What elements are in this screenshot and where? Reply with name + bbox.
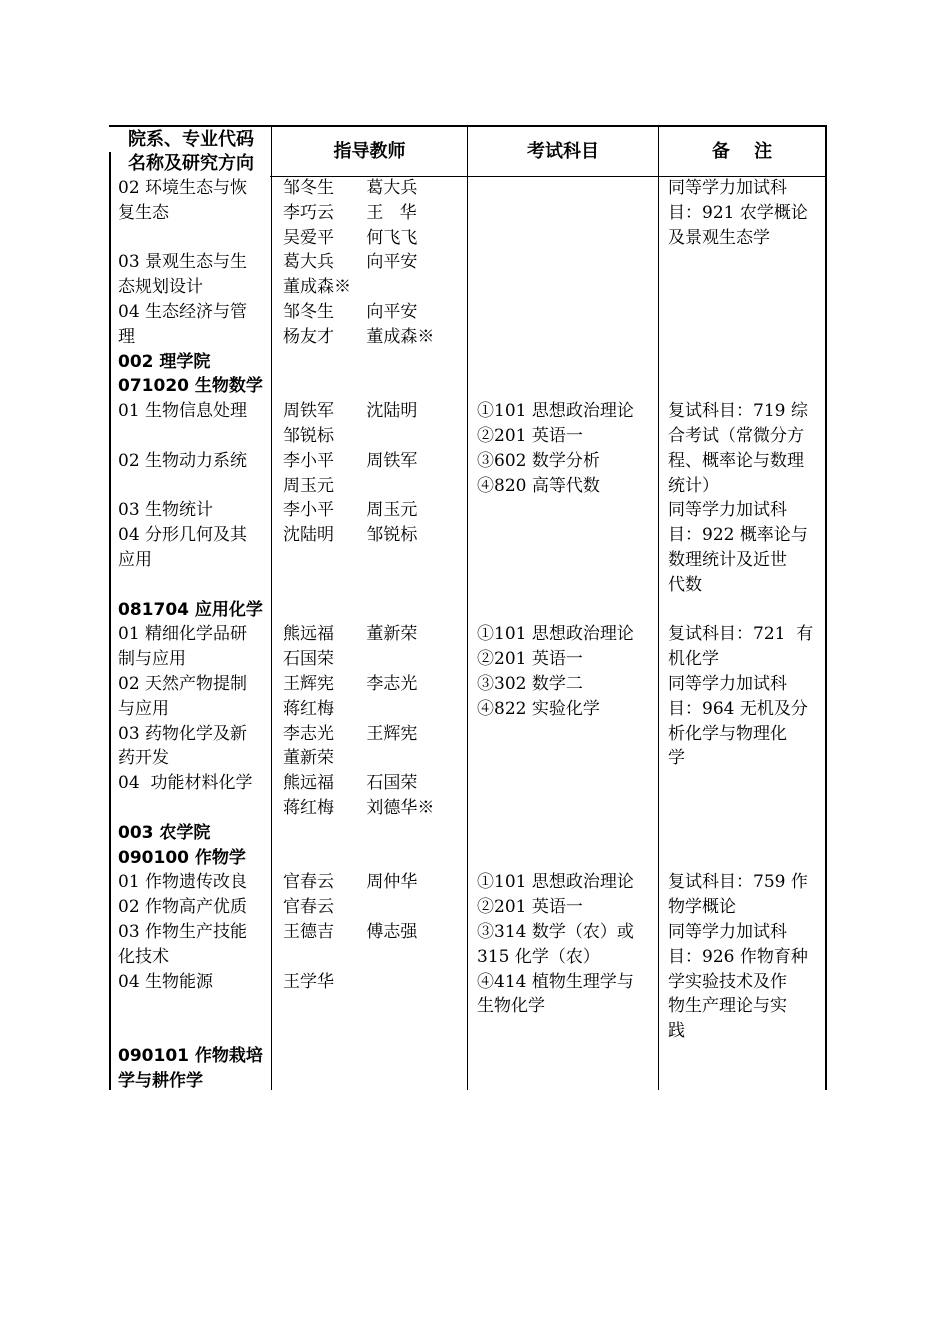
program-line: 081704 应用化学 [118,599,263,620]
column-program [118,176,263,1093]
remark-line: 数理统计及近世 [668,549,787,570]
remark-line [668,325,813,350]
advisor-line: 邹冬生 葛大兵 [283,178,418,198]
program-line: 02 生物动力系统 [118,450,248,471]
exam-subject-line [477,498,634,523]
advisor-line [283,598,434,623]
exam-subject-line [477,350,634,375]
remark-line: 学 [668,748,685,769]
advisor-line: 周铁军 沈陆明 [283,401,418,422]
exam-subject-line [477,846,634,871]
header-col1 [112,128,270,176]
remark-line [668,350,813,375]
program-line: 03 药物化学及新 [118,723,248,744]
remark-line [668,275,813,300]
program-line: 02 环境生态与恢 [118,178,248,198]
advisor-line: 王学华 [283,971,334,992]
advisor-line [283,846,434,871]
column-advisors [283,176,434,994]
exam-subject-line: ②201 英语一 [477,897,583,918]
advisor-line: 官春云 周仲华 [283,872,418,893]
program-line: 理 [118,326,135,347]
remark-line: 同等学力加试科 [668,921,787,942]
advisor-line: 蒋红梅 刘德华※ [283,797,435,818]
program-line: 04 功能材料化学 [118,773,253,794]
exam-subject-line [477,374,634,399]
exam-subject-line [477,523,634,548]
advisor-line [283,573,434,598]
remark-line: 析化学与物理化 [668,723,787,744]
program-line: 03 作物生产技能 [118,921,248,942]
advisor-line: 官春云 [283,897,334,918]
exam-subject-line [477,746,634,771]
remark-line: 机化学 [668,649,719,670]
program-line: 01 精细化学品研 [118,624,248,645]
exam-subject-line: ①101 思想政治理论 [477,624,634,645]
exam-subject-line: 生物化学 [477,996,545,1017]
advisor-line [283,350,434,375]
remark-line: 同等学力加试科 [668,178,787,198]
program-line: 复生态 [118,202,169,223]
exam-subject-line [477,573,634,598]
program-line: 与应用 [118,698,169,719]
advisor-line: 石国荣 [283,649,334,670]
exam-subject-line: ③302 数学二 [477,673,583,694]
advisor-line: 李小平 周铁军 [283,450,418,471]
advisor-line: 邹冬生 向平安 [283,301,418,322]
header-col3: 考试科目 [527,141,599,162]
program-line: 090100 作物学 [118,847,246,868]
table-top-border [109,125,827,127]
program-line: 药开发 [118,748,169,769]
remark-line: 合考试（常微分方 [668,425,804,446]
remark-line [668,300,813,325]
remark-line: 目：921 农学概论 [668,202,808,223]
remark-line [668,796,813,821]
table-right-border [825,125,827,1090]
program-line: 04 分形几何及其 [118,525,248,546]
exam-subject-line [477,300,634,325]
advisor-line: 王辉宪 李志光 [283,673,418,694]
exam-subject-line [477,598,634,623]
exam-subject-line [477,548,634,573]
remark-line: 复试科目：759 作 [668,872,808,893]
program-line [118,796,263,821]
exam-subject-line [477,250,634,275]
advisor-line: 邹锐标 [283,425,334,446]
advisor-line: 杨友才 董成森※ [283,326,435,347]
exam-subject-line: ①101 思想政治理论 [477,872,634,893]
program-line: 03 生物统计 [118,500,214,521]
remark-line: 代数 [668,574,702,595]
advisor-line: 沈陆明 邹锐标 [283,525,418,546]
advisor-line [283,548,434,573]
program-line: 090101 作物栽培 [118,1045,263,1066]
advisor-line: 李小平 周玉元 [283,500,418,521]
advisor-line [283,821,434,846]
column-remarks [668,176,813,1044]
remark-line: 践 [668,1021,685,1042]
remark-line [668,598,813,623]
remark-line [668,821,813,846]
program-line: 02 天然产物提制 [118,673,248,694]
program-line: 071020 生物数学 [118,376,263,397]
remark-line [668,250,813,275]
exam-subject-line [477,325,634,350]
exam-subject-line: ④822 实验化学 [477,698,600,719]
remark-line [668,846,813,871]
exam-subject-line: ②201 英语一 [477,425,583,446]
program-line: 02 作物高产优质 [118,897,248,918]
column-divider-2 [467,126,468,1090]
advisor-line: 董成森※ [283,277,351,298]
program-line: 01 生物信息处理 [118,401,248,422]
program-line: 学与耕作学 [118,1070,203,1091]
program-line: 002 理学院 [118,351,211,372]
program-line [118,994,263,1019]
header-col4: 备 注 [711,141,773,162]
advisor-line: 王德吉 傅志强 [283,921,418,942]
program-line: 制与应用 [118,649,186,670]
exam-subject-line: ③602 数学分析 [477,450,600,471]
program-line [118,1019,263,1044]
program-line: 化技术 [118,946,169,967]
remark-line: 目：922 概率论与 [668,525,808,546]
program-line: 态规划设计 [118,277,203,298]
advisor-line: 李志光 王辉宪 [283,723,418,744]
exam-subject-line: 315 化学（农） [477,946,600,967]
remark-line: 目：926 作物育种 [668,946,808,967]
remark-line: 程、概率论与数理 [668,450,804,471]
exam-subject-line [477,821,634,846]
advisor-line: 董新荣 [283,748,334,769]
header-col2: 指导教师 [333,141,406,162]
exam-subject-line: ④414 植物生理学与 [477,971,634,992]
program-line [118,573,263,598]
remark-line: 同等学力加试科 [668,500,787,521]
program-line: 04 生态经济与管 [118,301,248,322]
exam-subject-line [477,176,634,201]
program-line: 03 景观生态与生 [118,252,248,273]
exam-subject-line [477,201,634,226]
remark-line: 复试科目：721 有 [668,624,814,645]
remark-line: 目：964 无机及分 [668,698,808,719]
advisor-line: 蒋红梅 [283,698,334,719]
advisor-line: 吴爱平 何飞飞 [283,227,418,248]
advisor-line [283,945,434,970]
program-line: 应用 [118,549,152,570]
remark-line: 复试科目：719 综 [668,401,808,422]
program-line: 04 生物能源 [118,971,214,992]
advisor-line [283,374,434,399]
program-line [118,474,263,499]
program-line [118,424,263,449]
program-line: 01 作物遗传改良 [118,872,248,893]
remark-line: 同等学力加试科 [668,673,787,694]
column-exam-subjects [477,176,634,1019]
advisor-line: 熊远福 董新荣 [283,624,418,645]
remark-line: 物生产理论与实 [668,996,787,1017]
remark-line [668,771,813,796]
column-divider-3 [658,126,659,1090]
advisor-line: 周玉元 [283,475,334,496]
remark-line: 物学概论 [668,897,736,918]
remark-line [668,374,813,399]
exam-subject-line [477,771,634,796]
remark-line: 统计） [668,475,719,496]
exam-subject-line [477,722,634,747]
header-col1-line2: 名称及研究方向 [128,153,254,174]
column-divider-1 [271,126,272,1090]
remark-line: 及景观生态学 [668,227,770,248]
program-line [118,226,263,251]
exam-subject-line: ②201 英语一 [477,649,583,670]
exam-subject-line [477,796,634,821]
exam-subject-line [477,226,634,251]
exam-subject-line: ④820 高等代数 [477,475,600,496]
exam-subject-line: ①101 思想政治理论 [477,401,634,422]
exam-subject-line [477,275,634,300]
remark-line: 学实验技术及作 [668,971,787,992]
exam-subject-line: ③314 数学（农）或 [477,921,634,942]
advisor-line: 熊远福 石国荣 [283,773,418,794]
header-col1-line1: 院系、专业代码 [128,129,254,150]
table-left-border [109,152,111,1090]
program-line: 003 农学院 [118,822,211,843]
advisor-line: 李巧云 王 华 [283,202,417,223]
advisor-line: 葛大兵 向平安 [283,252,418,273]
